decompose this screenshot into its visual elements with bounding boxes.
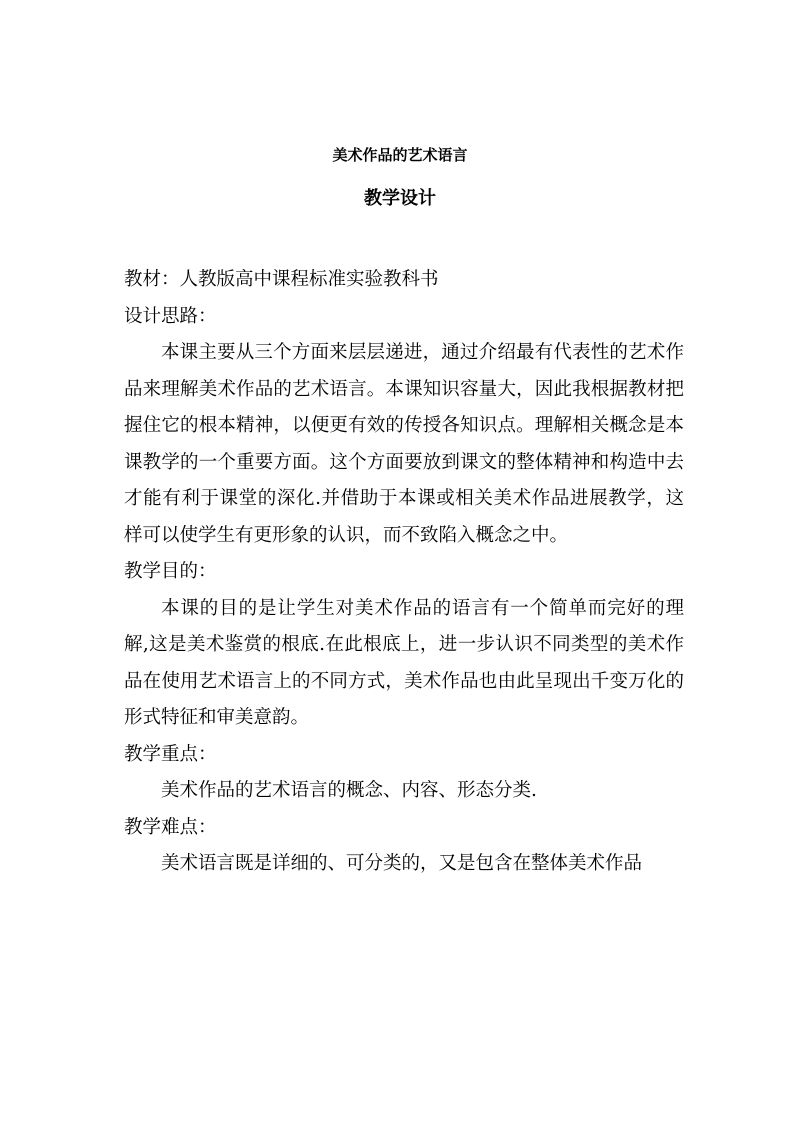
objective-paragraph: 本课的目的是让学生对美术作品的语言有一个简单而完好的理解,这是美术鉴赏的根底.在此根底上，进一步认识不同类型的美术作品在使用艺术语言上的不同方式，美术作品也由此呈现出千变万化的形式特征和审美意韵。	[124, 597, 684, 728]
material-line: 教材：人教版高中课程标准实验教科书	[124, 269, 439, 290]
document-subtitle: 教学设计	[364, 188, 436, 209]
document-title: 美术作品的艺术语言	[332, 146, 468, 164]
key-points-heading: 教学重点：	[124, 743, 217, 765]
design-heading: 设计思路：	[124, 305, 217, 327]
key-points-paragraph: 美术作品的艺术语言的概念、内容、形态分类.	[161, 780, 537, 801]
objective-heading: 教学目的：	[124, 561, 217, 582]
difficulty-heading: 教学难点：	[124, 816, 217, 838]
document-body	[124, 262, 684, 883]
difficulty-paragraph: 美术语言既是详细的、可分类的，又是包含在整体美术作品	[161, 853, 643, 874]
design-paragraph: 本课主要从三个方面来层层递进，通过介绍最有代表性的艺术作品来理解美术作品的艺术语言。本课知识容量大，因此我根据教材把握住它的根本精神，以便更有效的传授各知识点。理解相关概念是本课教学的一个重要方面。这个方面要放到课文的整体精神和构造中去才能有利于课堂的深化.并借助于本课或相关美术作品进展教学，这样可以使学生有更形象的认识，而不致陷入概念之中。	[124, 342, 684, 546]
